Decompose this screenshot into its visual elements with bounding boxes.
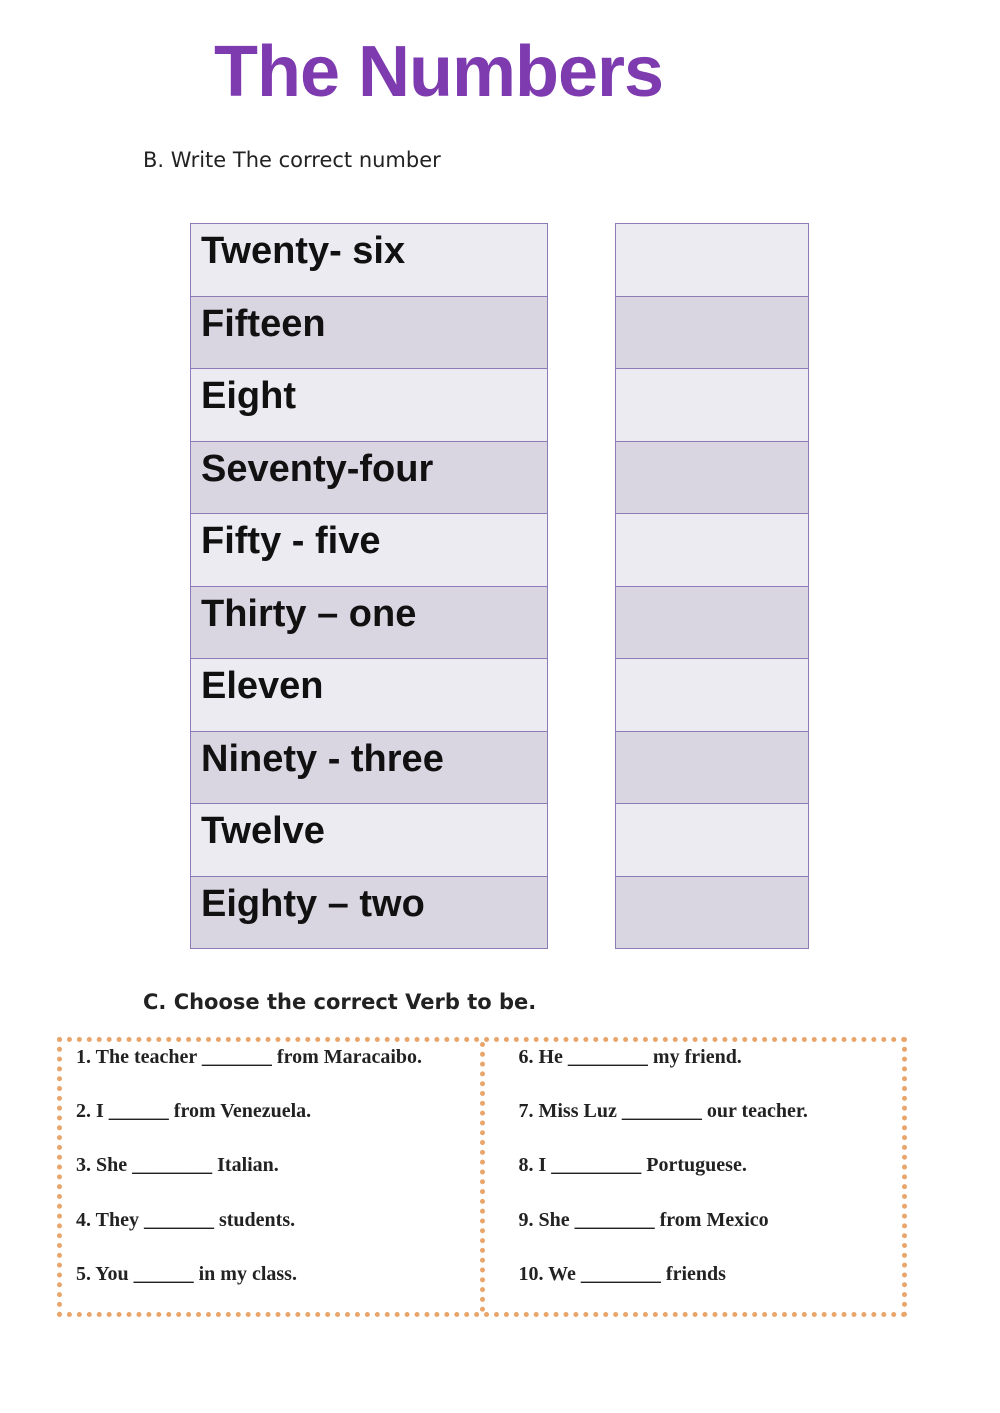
exercise-item: 2. I ______ from Venezuela.: [76, 1100, 312, 1122]
exercise-item: 7. Miss Luz ________ our teacher.: [518, 1100, 808, 1122]
number-word-cell: Twenty- six: [191, 224, 548, 297]
section-b-instruction: B. Write The correct number: [143, 148, 441, 172]
exercise-column-left: [62, 1042, 485, 1312]
answer-cell[interactable]: [616, 586, 809, 659]
exercise-item: 6. He ________ my friend.: [518, 1046, 742, 1068]
verb-to-be-exercise-box: [57, 1037, 907, 1317]
answer-cell[interactable]: [616, 369, 809, 442]
number-word-cell: Fifteen: [191, 296, 548, 369]
exercise-item: 9. She ________ from Mexico: [518, 1209, 769, 1231]
answer-cell[interactable]: [616, 224, 809, 297]
exercise-column-right: [485, 1042, 903, 1312]
exercise-item: 5. You ______ in my class.: [76, 1263, 297, 1285]
answer-cell[interactable]: [616, 804, 809, 877]
number-words-table: [190, 223, 548, 949]
section-c-instruction: C. Choose the correct Verb to be.: [143, 990, 537, 1014]
exercise-item: 1. The teacher _______ from Maracaibo.: [76, 1046, 423, 1068]
answer-cell[interactable]: [616, 731, 809, 804]
answer-cell[interactable]: [616, 296, 809, 369]
answer-cell[interactable]: [616, 876, 809, 949]
exercise-item: 8. I _________ Portuguese.: [518, 1154, 747, 1176]
answer-table: [615, 223, 809, 949]
number-word-cell: Eight: [191, 369, 548, 442]
answer-cell[interactable]: [616, 659, 809, 732]
exercise-item: 10. We ________ friends: [518, 1263, 726, 1285]
page-title: The Numbers: [214, 32, 664, 112]
number-word-cell: Fifty - five: [191, 514, 548, 587]
number-word-cell: Twelve: [191, 804, 548, 877]
number-word-cell: Seventy-four: [191, 441, 548, 514]
number-word-cell: Ninety - three: [191, 731, 548, 804]
exercise-item: 3. She ________ Italian.: [76, 1154, 279, 1176]
number-word-cell: Thirty – one: [191, 586, 548, 659]
number-word-cell: Eleven: [191, 659, 548, 732]
exercise-item: 4. They _______ students.: [76, 1209, 296, 1231]
number-word-cell: Eighty – two: [191, 876, 548, 949]
answer-cell[interactable]: [616, 514, 809, 587]
answer-cell[interactable]: [616, 441, 809, 514]
